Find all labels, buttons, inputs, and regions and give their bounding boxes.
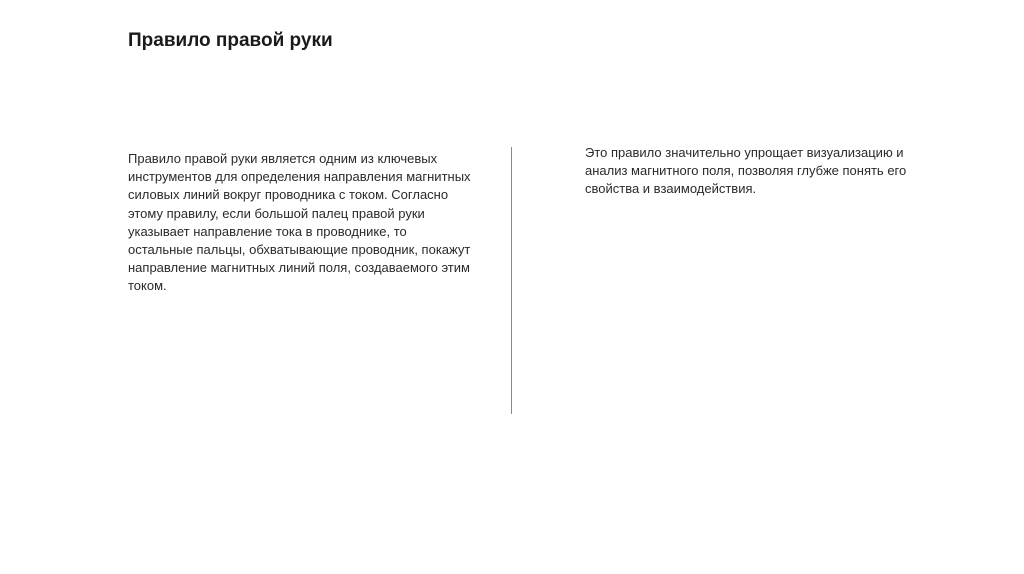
slide-title: Правило правой руки — [128, 30, 333, 51]
column-divider — [511, 147, 512, 414]
right-column-text: Это правило значительно упрощает визуализацию и анализ магнитного поля, позволяя глубже понять его свойства и взаимодействия. — [585, 145, 907, 197]
left-column-text: Правило правой руки является одним из ключевых инструментов для определения направления магнитных силовых линий вокруг проводника с током. Согласно этому правилу, если большой палец правой руки указывает направление тока в проводнике, то остальные пальцы, обхватывающие проводник, покажут направление магнитных линий поля, создаваемого этим током. — [128, 151, 471, 294]
